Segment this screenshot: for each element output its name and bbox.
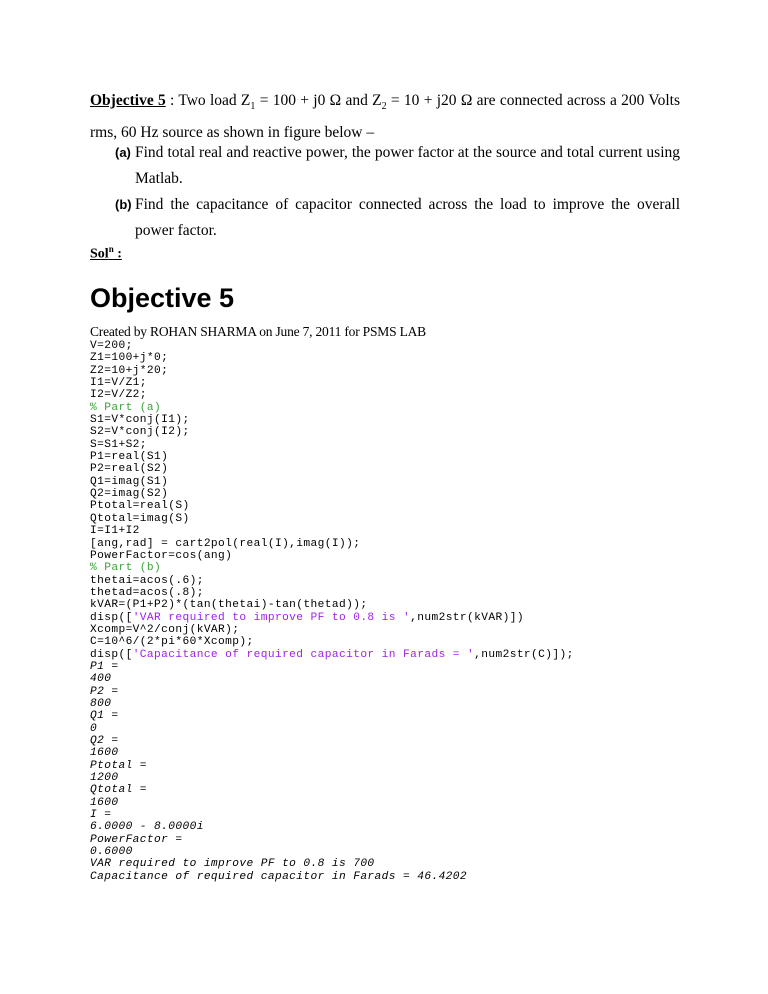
code-line bbox=[90, 587, 574, 599]
code-output: 400 bbox=[90, 673, 112, 686]
code-line bbox=[90, 698, 574, 710]
code-text: thetad=acos(.8); bbox=[90, 586, 204, 599]
code-line bbox=[90, 636, 574, 648]
code-string: 'VAR required to improve PF to 0.8 is ' bbox=[132, 611, 411, 624]
code-output: P1 = bbox=[90, 660, 119, 673]
code-line bbox=[90, 871, 574, 883]
code-text: Ptotal=real(S) bbox=[90, 500, 190, 513]
code-text: I=I1+I2 bbox=[90, 525, 140, 538]
part-a-text: Find total real and reactive power, the power factor at the source and total current using Matlab. bbox=[135, 144, 680, 187]
code-line bbox=[90, 340, 574, 352]
code-text: kVAR=(P1+P2)*(tan(thetai)-tan(thetad)); bbox=[90, 599, 368, 612]
code-text: thetai=acos(.6); bbox=[90, 574, 204, 587]
code-output: 1600 bbox=[90, 796, 119, 809]
code-output: Ptotal = bbox=[90, 759, 147, 772]
code-line bbox=[90, 439, 574, 451]
code-line bbox=[90, 649, 574, 661]
part-a-marker: (a) bbox=[115, 145, 131, 160]
z1-subscript: 1 bbox=[250, 101, 256, 113]
code-text: disp([ bbox=[90, 648, 133, 661]
z2-value-text: = 10 + j20 Ω are connected across a 200 Volts rms, 60 Hz source as shown in figure below – bbox=[90, 92, 680, 142]
code-text: ,num2str(C)]); bbox=[474, 648, 574, 661]
page-heading: Objective 5 bbox=[90, 283, 235, 313]
code-text: P2=real(S2) bbox=[90, 463, 169, 476]
code-text: S1=V*conj(I1); bbox=[90, 414, 190, 427]
code-output: 0.6000 bbox=[90, 846, 133, 859]
code-line bbox=[90, 661, 574, 673]
code-text: Xcomp=V^2/conj(kVAR); bbox=[90, 623, 240, 636]
code-line bbox=[90, 821, 574, 833]
code-output: 1200 bbox=[90, 772, 119, 785]
code-output: PowerFactor = bbox=[90, 833, 183, 846]
code-line bbox=[90, 451, 574, 463]
code-text: disp([ bbox=[90, 611, 133, 624]
code-line bbox=[90, 710, 574, 722]
solution-label bbox=[90, 244, 122, 263]
code-output: Qtotal = bbox=[90, 784, 147, 797]
code-line bbox=[90, 426, 574, 438]
code-line bbox=[90, 624, 574, 636]
code-output: I = bbox=[90, 809, 112, 822]
code-line bbox=[90, 377, 574, 389]
code-line bbox=[90, 797, 574, 809]
code-line bbox=[90, 500, 574, 512]
code-line bbox=[90, 723, 574, 735]
code-line bbox=[90, 846, 574, 858]
code-line bbox=[90, 673, 574, 685]
code-line bbox=[90, 513, 574, 525]
code-line bbox=[90, 612, 574, 624]
code-line bbox=[90, 772, 574, 784]
code-output: 6.0000 - 8.0000i bbox=[90, 821, 204, 834]
code-line bbox=[90, 365, 574, 377]
code-text: V=200; bbox=[90, 340, 133, 352]
created-by-line: Created by ROHAN SHARMA on June 7, 2011 for PSMS LAB bbox=[90, 324, 426, 339]
code-text: PowerFactor=cos(ang) bbox=[90, 549, 233, 562]
code-text: Z1=100+j*0; bbox=[90, 352, 169, 365]
code-line bbox=[90, 760, 574, 772]
code-line bbox=[90, 784, 574, 796]
code-line bbox=[90, 389, 574, 401]
code-output: P2 = bbox=[90, 685, 119, 698]
part-a bbox=[115, 140, 680, 192]
objective-statement bbox=[90, 88, 680, 146]
code-text: C=10^6/(2*pi*60*Xcomp); bbox=[90, 636, 254, 649]
code-line bbox=[90, 402, 574, 414]
code-line bbox=[90, 686, 574, 698]
code-output: Capacitance of required capacitor in Farads = 46.4202 bbox=[90, 870, 468, 883]
code-output: VAR required to improve PF to 0.8 is 700 bbox=[90, 858, 375, 871]
objective-text-start: Two load Z bbox=[178, 92, 251, 109]
code-line bbox=[90, 809, 574, 821]
code-line bbox=[90, 834, 574, 846]
code-text: S2=V*conj(I2); bbox=[90, 426, 190, 439]
code-line bbox=[90, 562, 574, 574]
code-output: Q2 = bbox=[90, 735, 119, 747]
code-comment: % Part (a) bbox=[90, 401, 162, 414]
part-b-marker: (b) bbox=[115, 197, 132, 212]
code-line bbox=[90, 488, 574, 500]
z2-subscript: 2 bbox=[381, 101, 387, 113]
code-line bbox=[90, 575, 574, 587]
code-text: Q1=imag(S1) bbox=[90, 475, 169, 488]
code-line bbox=[90, 735, 574, 747]
part-b-text: Find the capacitance of capacitor connected across the load to improve the overall power factor. bbox=[135, 196, 680, 239]
code-output: 1600 bbox=[90, 747, 119, 760]
code-text: S=S1+S2; bbox=[90, 438, 147, 451]
solution-superscript: n bbox=[108, 244, 114, 254]
code-block bbox=[90, 340, 574, 883]
code-line bbox=[90, 414, 574, 426]
objective-separator: : bbox=[165, 92, 179, 109]
code-text: Qtotal=imag(S) bbox=[90, 512, 190, 525]
code-text: Z2=10+j*20; bbox=[90, 364, 169, 377]
objective-label: Objective 5 bbox=[90, 92, 166, 109]
solution-suffix: : bbox=[113, 246, 122, 262]
code-output: 800 bbox=[90, 697, 112, 710]
code-line bbox=[90, 599, 574, 611]
part-b bbox=[115, 192, 680, 244]
code-text: Q2=imag(S2) bbox=[90, 488, 169, 501]
z1-value-text: = 100 + j0 Ω and Z bbox=[255, 92, 382, 109]
code-line bbox=[90, 352, 574, 364]
code-string: 'Capacitance of required capacitor in Farads = ' bbox=[132, 648, 475, 661]
code-line bbox=[90, 476, 574, 488]
code-output: 0 bbox=[90, 722, 98, 735]
code-text: P1=real(S1) bbox=[90, 451, 169, 464]
code-text: ,num2str(kVAR)]) bbox=[410, 611, 524, 624]
code-line bbox=[90, 858, 574, 870]
code-line bbox=[90, 538, 574, 550]
code-text: [ang,rad] = cart2pol(real(I),imag(I)); bbox=[90, 537, 361, 550]
code-text: I1=V/Z1; bbox=[90, 377, 147, 390]
solution-label-text: Sol bbox=[90, 246, 109, 262]
code-line bbox=[90, 463, 574, 475]
code-line bbox=[90, 747, 574, 759]
code-line bbox=[90, 525, 574, 537]
code-line bbox=[90, 550, 574, 562]
code-comment: % Part (b) bbox=[90, 562, 162, 575]
code-output: Q1 = bbox=[90, 710, 119, 723]
code-text: I2=V/Z2; bbox=[90, 389, 147, 402]
